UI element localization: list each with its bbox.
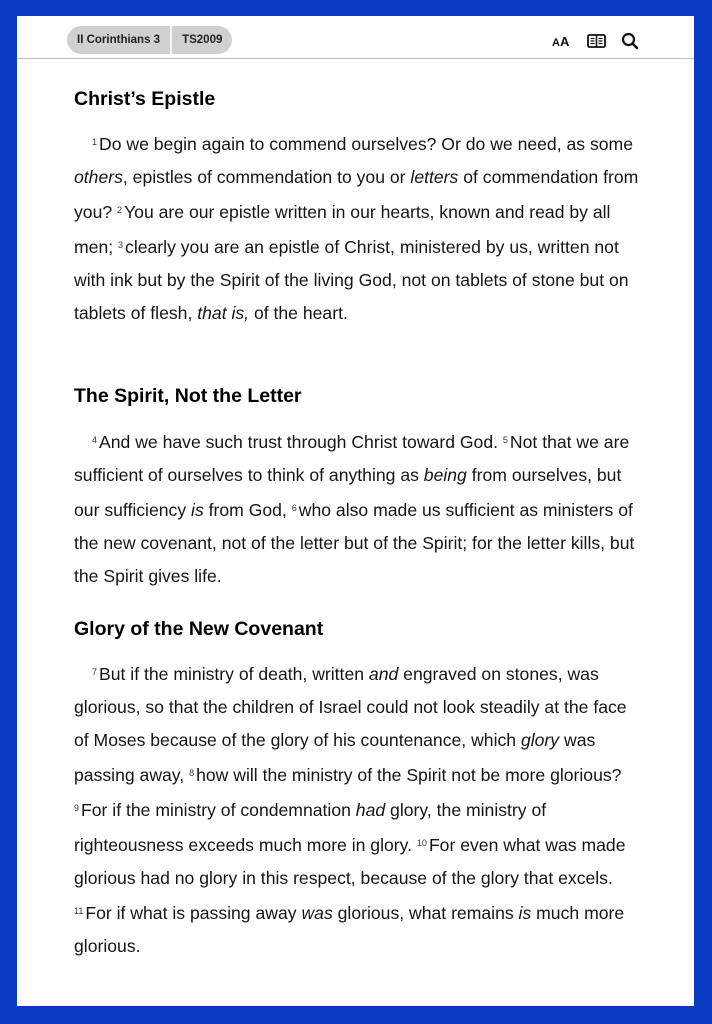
verse-text: Not that we are sufficient of ourselves to think of anything as [74,432,630,485]
reader-window [17,16,694,1006]
section-heading: Christ’s Epistle [74,88,216,110]
verse-text: glorious, what remains [332,903,519,923]
verse-number[interactable]: 10 [416,838,427,848]
verse-text: glory, the ministry of righteousness exceeds much more in glory. [74,800,547,855]
verse-italic-text: was [301,903,333,923]
verse-text: who also made us sufficient as ministers of the new covenant, not of the letter but of the Spirit; for the letter kills, but the Spirit gives life. [74,500,635,586]
svg-text:A: A [552,37,560,48]
section-heading: The Spirit, Not the Letter [74,385,302,407]
chapter-button[interactable]: II Corinthians 3 [77,34,161,46]
chapter-version-selector [67,26,232,54]
verse-number[interactable]: 1 [92,137,98,147]
verse-number[interactable]: 6 [291,503,297,513]
verse-text: For if what is passing away [85,903,302,923]
verse-number[interactable]: 7 [92,667,98,677]
verse-text: You are our epistle written in our hearts, known and read by all men; [74,202,611,257]
verse-number[interactable]: 5 [502,435,508,445]
section-heading: Glory of the New Covenant [74,618,324,640]
top-toolbar [17,16,694,59]
verse-italic-text: and [368,664,399,684]
book-icon[interactable] [585,32,607,50]
verse-italic-text: letters [410,167,459,187]
verse-text: from ourselves, but our sufficiency [74,465,622,520]
svg-text:A: A [560,34,570,48]
verse-italic-text: is [518,903,532,923]
search-icon[interactable] [619,32,641,50]
verse-number[interactable]: 2 [117,205,123,215]
verse-italic-text: that is, [197,303,250,323]
verse-text: of commendation from you? [74,167,639,222]
verse-text: was passing away, [74,730,596,785]
section-paragraph [74,424,640,593]
verse-number[interactable]: 9 [74,803,80,813]
verse-italic-text: is [191,500,204,520]
verse-italic-text: being [423,465,467,485]
verse-text: much more glorious. [74,903,625,956]
verse-number[interactable]: 8 [189,768,195,778]
verse-text: engraved on stones, was glorious, so that the children of Israel could not look steadily at the face of Moses because of the glory of his countenance, which [74,664,627,750]
text-size-icon[interactable] [551,32,573,50]
verse-number[interactable]: 11 [74,906,84,916]
verse-italic-text: others [74,167,123,187]
verse-text: Do we begin again to commend ourselves? Or do we need, as some [99,134,633,154]
verse-text: , epistles of commendation to you or [122,167,411,187]
verse-text: of the heart. [249,303,348,323]
verse-italic-text: glory [520,730,560,750]
version-button[interactable]: TS2009 [182,34,223,46]
verse-text: For if the ministry of condemnation [81,800,356,820]
verse-italic-text: had [355,800,386,820]
verse-number[interactable]: 3 [118,240,124,250]
section-paragraph [74,656,640,963]
verse-number[interactable]: 4 [92,435,98,445]
section-paragraph [74,126,640,330]
verse-text: clearly you are an epistle of Christ, ministered by us, written not with ink but by the Spirit of the living God, not on tablets of stone but on tablets of flesh, [74,237,629,323]
verse-text: And we have such trust through Christ toward God. [99,432,503,452]
verse-text: For even what was made glorious had no glory in this respect, because of the glory that excels. [74,835,626,888]
verse-text: But if the ministry of death, written [99,664,369,684]
verse-text: from God, [203,500,292,520]
verse-text: how will the ministry of the Spirit not be more glorious? [196,765,622,785]
